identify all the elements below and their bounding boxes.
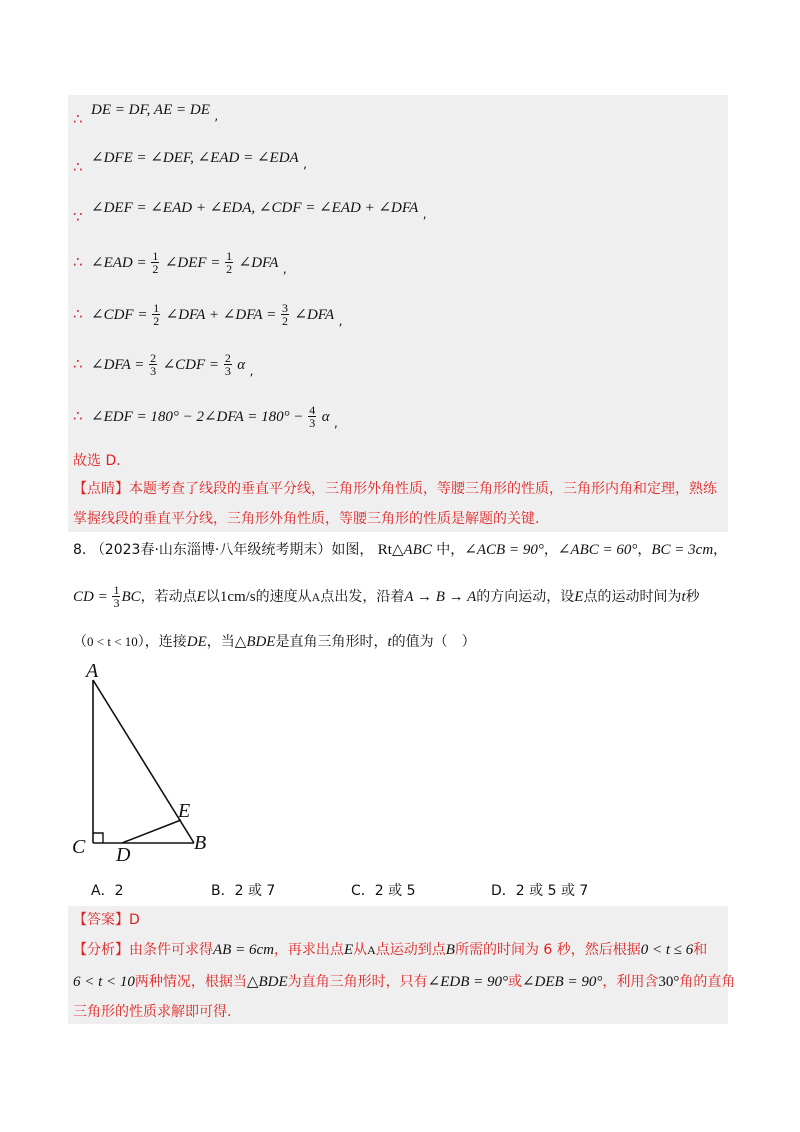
option-d[interactable]: D．2 或 5 或 7 — [491, 883, 589, 899]
comment-paragraph — [73, 474, 728, 534]
answer-value: D — [129, 912, 140, 928]
comment-text: 本题考查了线段的垂直平分线，三角形外角性质，等腰三角形的性质，三角形内角和定理，熟练掌握线段的垂直平分线，三角形外角性质，等腰三角形的性质是解题的关键. — [73, 481, 717, 527]
question-line-1: 8. （2023春·山东淄博·八年级统考期末）如图， Rt△ABC 中，∠ACB = 90°，∠ABC = 60°，BC = 3cm， — [73, 542, 728, 558]
option-c[interactable]: C．2 或 5 — [351, 883, 416, 899]
answer-line — [73, 906, 728, 934]
fraction: $\frac{1}{2}$ — [153, 301, 160, 328]
question-number: 8. — [73, 542, 87, 558]
fraction: $\frac{1}{2}$ — [152, 249, 159, 276]
label-E: E — [178, 800, 191, 822]
fraction: $\frac{1}{3}$ — [113, 583, 120, 610]
fraction: $\frac{1}{2}$ — [226, 249, 233, 276]
therefore-icon: ∴ — [73, 305, 83, 323]
label-D: D — [116, 844, 131, 866]
therefore-icon: ∴ — [73, 253, 83, 271]
question-line-3: （0 < t < 10），连接DE，当△BDE是直角三角形时，t的值为（ ） — [73, 634, 476, 650]
therefore-icon: ∴ — [73, 355, 83, 373]
option-b[interactable]: B．2 或 7 — [211, 883, 276, 899]
fraction: $\frac{2}{3}$ — [150, 351, 157, 378]
comment-tag: 【点睛】 — [73, 481, 129, 497]
because-icon: ∵ — [73, 208, 83, 226]
solution-line-7: ∴ ∠EDF = 180° − 2∠DFA = 180° − $\frac{4}{3}$ α , — [73, 403, 338, 430]
analysis-line-3: 三角形的性质求解即可得. — [73, 1004, 232, 1020]
label-C: C — [72, 836, 86, 858]
label-A: A — [86, 660, 99, 682]
therefore-icon: ∴ — [73, 158, 83, 176]
fraction: $\frac{2}{3}$ — [224, 351, 231, 378]
question-source: （2023春·山东淄博·八年级统考期末）如图， — [90, 542, 374, 558]
label-B: B — [194, 832, 207, 854]
option-a[interactable]: A．2 — [91, 883, 124, 899]
solution-line-4: ∴ ∠EAD = $\frac{1}{2}$ ∠DEF = $\frac{1}{2}$ ∠DFA , — [73, 249, 287, 276]
fraction: $\frac{4}{3}$ — [309, 403, 316, 430]
segment-DE — [122, 820, 181, 843]
answer-tag: 【答案】 — [73, 912, 129, 928]
question-line-2: CD = $\frac{1}{3}$ BC，若动点E以1cm/s的速度从A点出发，沿着A → B → A的方向运动，设E点的运动时间为t秒 — [73, 583, 700, 610]
triangle-figure — [60, 656, 240, 866]
right-angle-mark-icon — [93, 833, 103, 843]
fraction: $\frac{3}{2}$ — [281, 301, 288, 328]
analysis-line-1: 【分析】由条件可求得AB = 6cm，再求出点E从A点运动到点B所需的时间为 6 秒，然后根据0 < t ≤ 6和 — [73, 942, 708, 958]
analysis-line-2: 6 < t < 10两种情况，根据当△BDE为直角三角形时，只有∠EDB = 90°或∠DEB = 90°，利用含30°角的直角 — [73, 974, 736, 990]
choose-line: 故选 D. — [73, 453, 121, 469]
solution-line-2: ∴ ∠DFE = ∠DEF, ∠EAD = ∠EDA , — [73, 150, 307, 176]
solution-line-3: ∵ ∠DEF = ∠EAD + ∠EDA, ∠CDF = ∠EAD + ∠DFA , — [73, 200, 427, 226]
analysis-tag: 【分析】 — [73, 942, 129, 958]
therefore-icon: ∴ — [73, 407, 83, 425]
solution-line-5: ∴ ∠CDF = $\frac{1}{2}$ ∠DFA + ∠DFA = $\frac{3}{2}$ ∠DFA , — [73, 301, 343, 328]
solution-line-6: ∴ ∠DFA = $\frac{2}{3}$ ∠CDF = $\frac{2}{3}$ α , — [73, 351, 254, 378]
therefore-icon: ∴ — [73, 110, 83, 128]
solution-line-1: ∴ DE = DF, AE = DE , — [73, 102, 219, 128]
